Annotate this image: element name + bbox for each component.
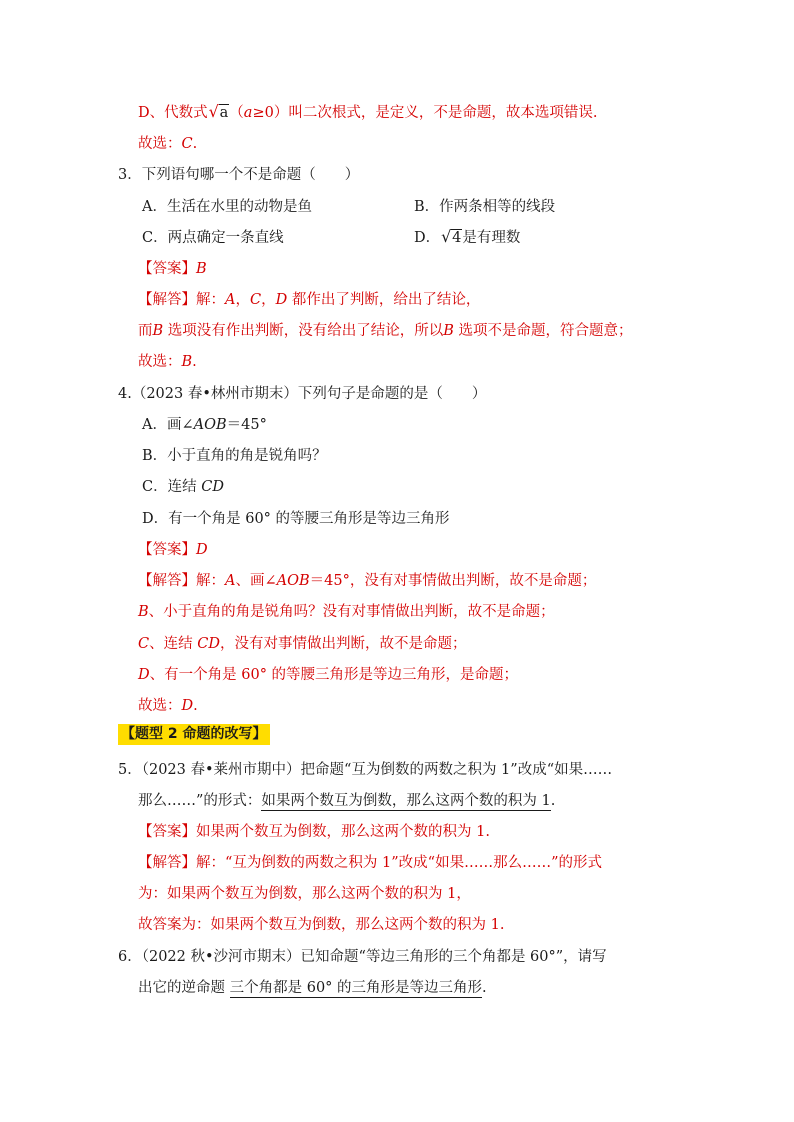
q6-stem-line-1: 6．（2022 秋•沙河市期末）已知命题“等边三角形的三个角都是 60°”，请写 xyxy=(118,949,607,965)
q5-answer-blank: 如果两个数互为倒数，那么这两个数的积为 1 xyxy=(261,793,551,809)
q3-option-a: A．生活在水里的动物是鱼 xyxy=(142,199,312,215)
q4-option-c: C．连结 CD xyxy=(142,479,224,495)
q3-stem: 3．下列语句哪一个不是命题（ ） xyxy=(118,167,360,183)
q4-choice: 故选：D. xyxy=(138,698,198,714)
q4-option-d: D．有一个角是 60° 的等腰三角形是等边三角形 xyxy=(142,511,450,527)
q3-solution-line-1: 【解答】解：A，C，D 都作出了判断，给出了结论， xyxy=(138,292,481,308)
q5-stem-line-1: 5．（2023 春•莱州市期中）把命题“互为倒数的两数之积为 1”改成“如果…… xyxy=(118,762,613,778)
q5-solution-line-1: 【解答】解：“互为倒数的两数之积为 1”改成“如果……那么……”的形式 xyxy=(138,855,602,871)
q3-solution-line-2: 而B 选项没有作出判断，没有给出了结论，所以B 选项不是命题，符合题意； xyxy=(138,323,633,339)
q4-option-b: B．小于直角的角是锐角吗？ xyxy=(142,448,327,464)
prev-option-d-line: D、代数式 √ a（a≥0）叫二次根式，是定义，不是命题，故本选项错误. xyxy=(138,102,598,121)
sqrt-sign: √ a xyxy=(208,102,229,121)
q3-option-c: C．两点确定一条直线 xyxy=(142,230,284,246)
q4-solution-line-3: C、连结 CD，没有对事情做出判断，故不是命题； xyxy=(138,636,467,652)
q6-stem-line-2: 出它的逆命题 三个角都是 60° 的三角形是等边三角形. xyxy=(138,980,487,996)
q4-answer: 【答案】D xyxy=(138,542,208,558)
q3-option-d: D． √ 4是有理数 xyxy=(414,227,521,246)
q4-stem: 4.（2023 春•林州市期末）下列句子是命题的是（ ） xyxy=(118,386,487,402)
sqrt-sign: √ 4 xyxy=(441,227,462,246)
q6-answer-blank: 三个角都是 60° 的三角形是等边三角形 xyxy=(229,980,483,996)
q4-solution-line-4: D、有一个角是 60° 的等腰三角形是等边三角形，是命题； xyxy=(138,667,519,683)
q3-answer: 【答案】B xyxy=(138,261,207,277)
q5-answer: 【答案】如果两个数互为倒数，那么这两个数的积为 1. xyxy=(138,824,490,840)
prev-choice-line: 故选：C. xyxy=(138,136,198,152)
section-title: 【题型 2 命题的改写】 xyxy=(118,724,270,745)
q5-stem-line-2: 那么……”的形式：如果两个数互为倒数，那么这两个数的积为 1. xyxy=(138,793,556,809)
q4-option-a: A．画∠AOB＝45° xyxy=(142,417,267,433)
q3-option-b: B．作两条相等的线段 xyxy=(414,199,556,215)
q3-choice: 故选：B. xyxy=(138,354,197,370)
q4-solution-line-1: 【解答】解：A、画∠AOB＝45°，没有对事情做出判断，故不是命题； xyxy=(138,573,597,589)
q5-solution-line-2: 为：如果两个数互为倒数，那么这两个数的积为 1， xyxy=(138,886,471,902)
q5-solution-line-3: 故答案为：如果两个数互为倒数，那么这两个数的积为 1. xyxy=(138,917,505,933)
q4-solution-line-2: B、小于直角的角是锐角吗？没有对事情做出判断，故不是命题； xyxy=(138,604,555,620)
